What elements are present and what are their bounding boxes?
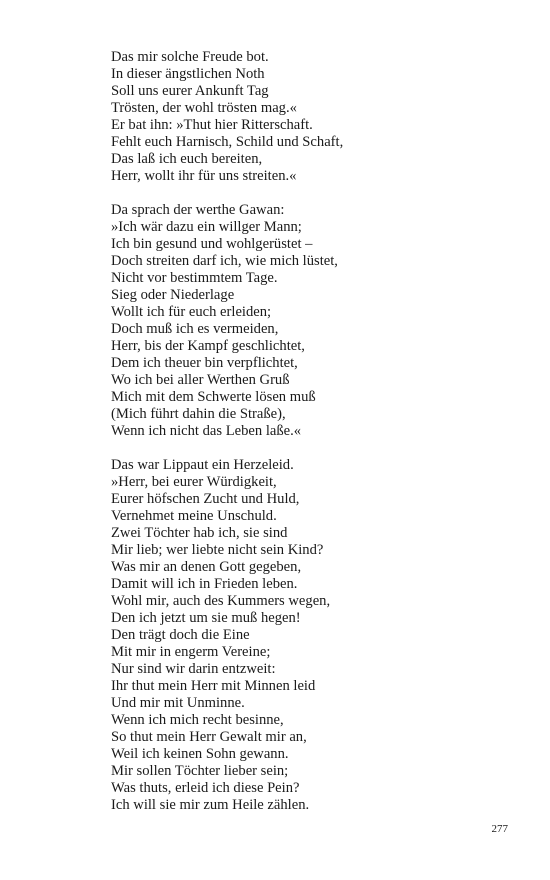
verse-line: Ich will sie mir zum Heile zählen. [111,797,310,813]
verse-line: Was thuts, erleid ich diese Pein? [111,780,300,796]
verse-line: Wo ich bei aller Werthen Gruß [111,372,290,388]
verse-line: »Ich wär dazu ein willger Mann; [111,219,302,235]
verse-line: Das mir solche Freude bot. [111,49,269,65]
verse-line: (Mich führt dahin die Straße), [111,406,286,422]
verse-line: Mir lieb; wer liebte nicht sein Kind? [111,542,324,558]
verse-line: Mit mir in engerm Vereine; [111,644,271,660]
verse-line: Da sprach der werthe Gawan: [111,202,285,218]
verse-line: Das laß ich euch bereiten, [111,151,263,167]
verse-line: Und mir mit Unminne. [111,695,245,711]
verse-line: Doch streiten darf ich, wie mich lüstet, [111,253,338,269]
verse-line: Nicht vor bestimmtem Tage. [111,270,278,286]
verse-line: Sieg oder Niederlage [111,287,235,303]
page-number: 277 [491,823,508,835]
verse-line: In dieser ängstlichen Noth [111,66,265,82]
verse-line: Das war Lippaut ein Herzeleid. [111,457,294,473]
verse-line: Mir sollen Töchter lieber sein; [111,763,289,779]
verse-line: Herr, bis der Kampf geschlichtet, [111,338,305,354]
verse-line: Zwei Töchter hab ich, sie sind [111,525,288,541]
verse-line: So thut mein Herr Gewalt mir an, [111,729,307,745]
verse-line: Mich mit dem Schwerte lösen muß [111,389,316,405]
stanza-1 [111,49,511,185]
verse-line: Wohl mir, auch des Kummers wegen, [111,593,331,609]
verse-line: Den ich jetzt um sie muß hegen! [111,610,301,626]
poem-text [111,49,511,814]
verse-line: Vernehmet meine Unschuld. [111,508,277,524]
verse-line: Wenn ich mich recht besinne, [111,712,284,728]
stanza-3 [111,457,511,814]
verse-line: Nur sind wir darin entzweit: [111,661,276,677]
verse-line: »Herr, bei eurer Würdigkeit, [111,474,277,490]
verse-line: Wenn ich nicht das Leben laße.« [111,423,302,439]
verse-line: Den trägt doch die Eine [111,627,250,643]
verse-line: Damit will ich in Frieden leben. [111,576,298,592]
verse-line: Weil ich keinen Sohn gewann. [111,746,289,762]
verse-line: Eurer höfschen Zucht und Huld, [111,491,300,507]
verse-line: Herr, wollt ihr für uns streiten.« [111,168,297,184]
verse-line: Wollt ich für euch erleiden; [111,304,272,320]
verse-line: Soll uns eurer Ankunft Tag [111,83,269,99]
verse-line: Er bat ihn: »Thut hier Ritterschaft. [111,117,313,133]
verse-line: Fehlt euch Harnisch, Schild und Schaft, [111,134,344,150]
verse-line: Was mir an denen Gott gegeben, [111,559,302,575]
verse-line: Ich bin gesund und wohlgerüstet – [111,236,313,252]
stanza-2 [111,202,511,440]
verse-line: Ihr thut mein Herr mit Minnen leid [111,678,316,694]
verse-line: Doch muß ich es vermeiden, [111,321,279,337]
verse-line: Trösten, der wohl trösten mag.« [111,100,297,116]
verse-line: Dem ich theuer bin verpflichtet, [111,355,298,371]
